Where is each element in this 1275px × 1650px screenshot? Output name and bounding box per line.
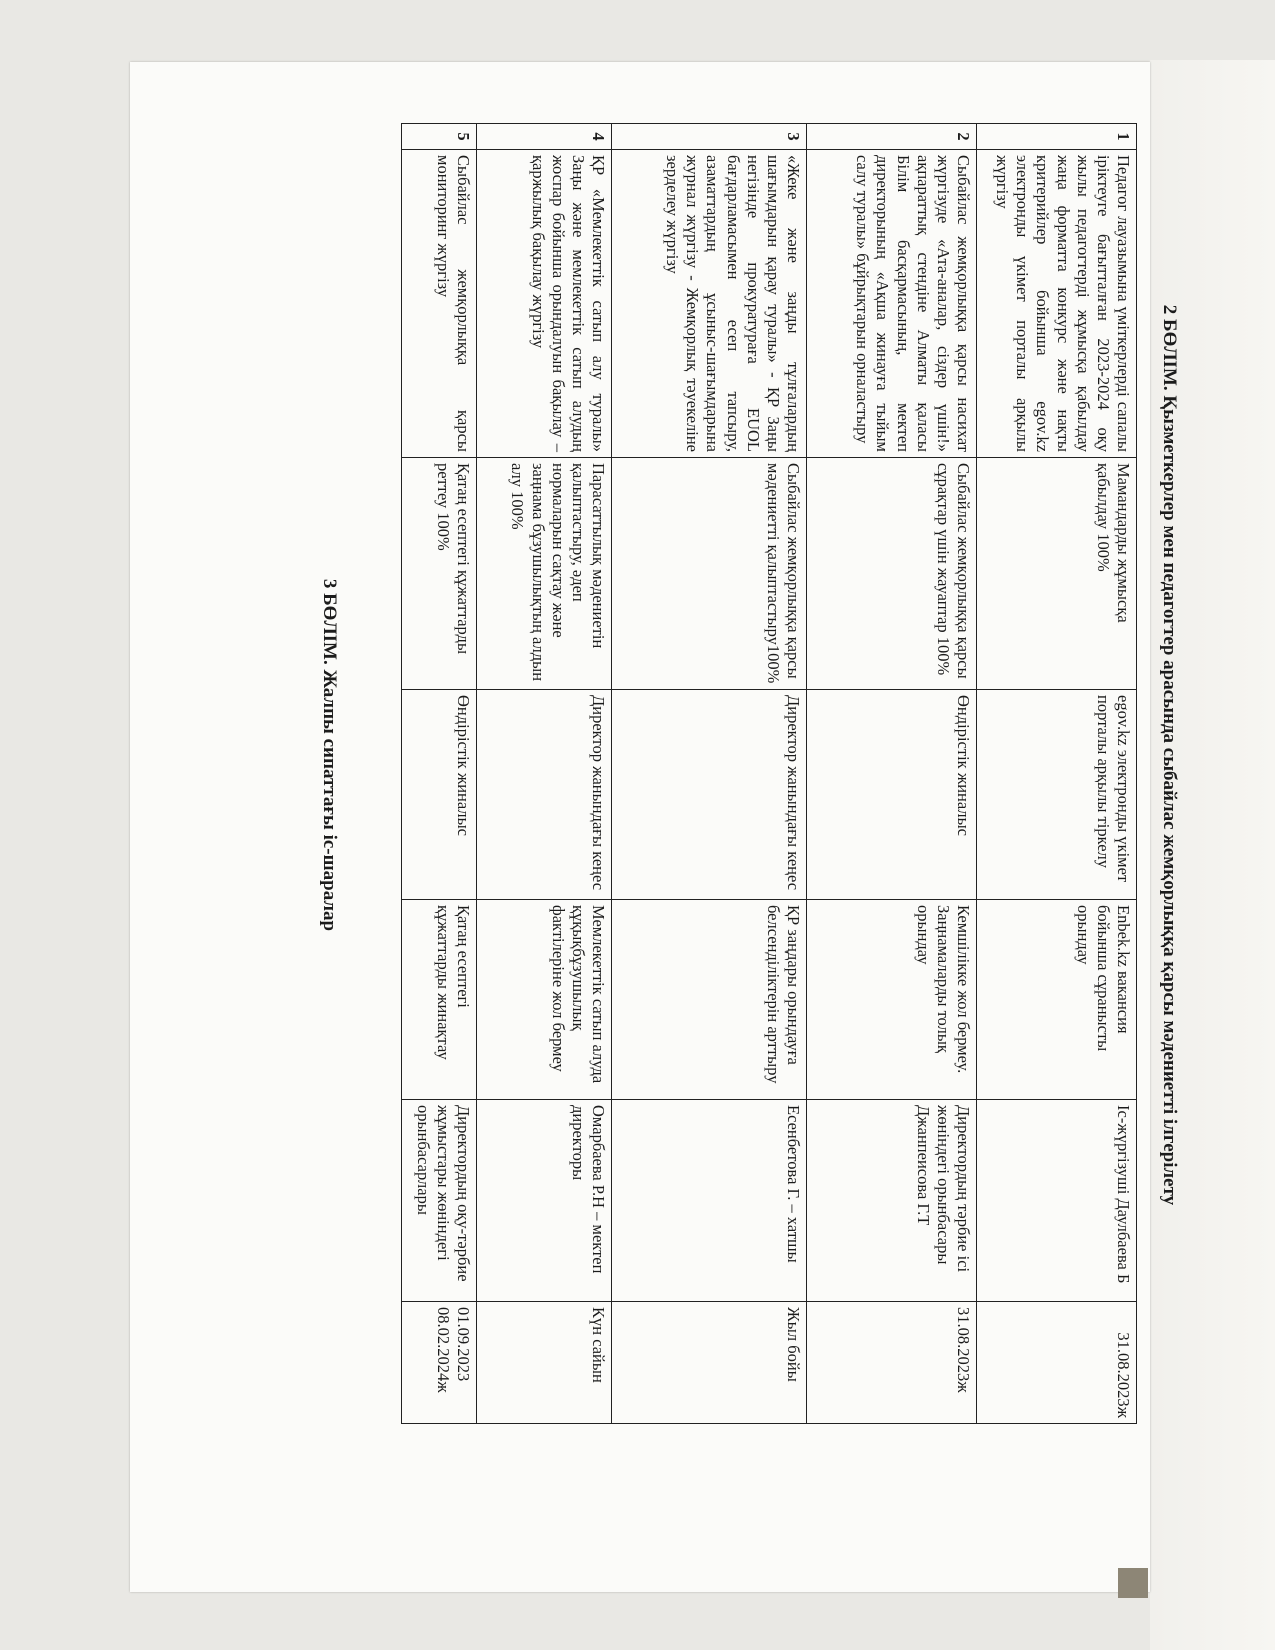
- expected-cell: Enbek.kz вакансия бойынша сұранысты орындау: [977, 900, 1137, 1100]
- form-cell: egov.kz электронды үкімет порталы арқылы тіркелу: [977, 690, 1137, 900]
- row-number: 3: [612, 124, 807, 150]
- deadline-cell: 31.08.2023ж: [977, 1302, 1137, 1424]
- expected-cell: Мемлекеттік сатып алуда құқықбұзушылық фактілеріне жол бермеу: [477, 900, 612, 1100]
- expected-cell: Қатаң есептегі құжаттарды жинақтау: [402, 900, 477, 1100]
- row-number: 2: [807, 124, 977, 150]
- row-number: 4: [477, 124, 612, 150]
- activity-cell: «Жеке және заңды тұлғалардың шағымдарын қарау туралы» - ҚР Заңы негізінде прокуратураға EUOL бағдарламасымен есеп тапсыру, азаматтардың ұсыныс-шағымдарына журнал жүргізу - Жемқорлық тәуекеліне зерделеу жүргізу: [612, 150, 807, 458]
- section-3-title: 3 БӨЛІМ. Жалпы сипаттағы іс-шаралар: [319, 578, 340, 932]
- activity-cell: Сыбайлас жемқорлыққа қарсы мониторинг жүргізу: [402, 150, 477, 458]
- responsible-cell: Іс-жүргізуші Даулбаева Б: [977, 1100, 1137, 1302]
- result-cell: Қатаң есептегі құжаттарды реттеу 100%: [402, 458, 477, 690]
- table-row: [612, 124, 807, 1424]
- expected-cell: ҚР заңдары орындауға белсенділіктерін арттыру: [612, 900, 807, 1100]
- deadline-cell: Күн сайын: [477, 1302, 612, 1424]
- table-row: [977, 124, 1137, 1424]
- section-2-title: 2 БӨЛІМ. Қызметкерлер мен педагогтер арасында сыбайлас жемқорлыққа қарсы мәдениетті ілгерілету: [1159, 304, 1180, 1206]
- responsible-cell: Омарбаева Р.Н – мектеп директоры: [477, 1100, 612, 1302]
- form-cell: Директор жанындағы кеңес: [477, 690, 612, 900]
- row-number: 5: [402, 124, 477, 150]
- result-cell: Сыбайлас жемқорлыққа қарсы мәдениетті қалыптастыру100%: [612, 458, 807, 690]
- result-cell: Парасаттылық мәдениетін қалыптастыру, әдеп нормаларын сақтау және заңнама бұзушылықтың алдын алу 100%: [477, 458, 612, 690]
- result-cell: Мамандарды жұмысқа қабылдау 100%: [977, 458, 1137, 690]
- form-cell: Өндірістік жиналыс: [402, 690, 477, 900]
- activity-cell: Сыбайлас жемқорлыққа қарсы насихат жүргізуде «Ата-аналар, сіздер үшін!» ақпараттық стендіне Алматы қаласы Білім басқармасының, мектеп директорының «Ақша жинауға тыйым салу туралы» бұйрықтарын орналастыру: [807, 150, 977, 458]
- anticorruption-plan-table: [401, 123, 1137, 1424]
- deadline-cell: Жыл бойы: [612, 1302, 807, 1424]
- row-number: 1: [977, 124, 1137, 150]
- responsible-cell: Директордың оқу-тәрбие жұмыстары жөніндегі орынбасарлары: [402, 1100, 477, 1302]
- table-row: [477, 124, 612, 1424]
- table-row: [402, 124, 477, 1424]
- scan-edge-strip: [1118, 1568, 1148, 1598]
- responsible-cell: Директордың тәрбие ісі жөніндегі орынбасары Джанпеисова Г.Т: [807, 1100, 977, 1302]
- activity-cell: ҚР «Мемлекеттік сатып алу туралы» Заңы және мемлекеттік сатып алудың жоспар бойынша орындалуын бақылау – қаржылық бақылау жүргізу: [477, 150, 612, 458]
- responsible-cell: Есенбетова Г. – хатшы: [612, 1100, 807, 1302]
- result-cell: Сыбайлас жемқорлыққа қарсы сұрақтар үшін жауаптар 100%: [807, 458, 977, 690]
- deadline-cell: 01.09.2023 08.02.2024ж: [402, 1302, 477, 1424]
- expected-cell: Кемшілікке жол бермеу. Заңнамаларды толық орындау: [807, 900, 977, 1100]
- rotated-content: [285, 105, 1185, 1465]
- deadline-cell: 31.08.2023ж: [807, 1302, 977, 1424]
- form-cell: Өндірістік жиналыс: [807, 690, 977, 900]
- table-row: [807, 124, 977, 1424]
- form-cell: Директор жанындағы кеңес: [612, 690, 807, 900]
- activity-cell: Педагог лауазымына үміткерлерді сапалы іріктеуге бағытталған 2023-2024 оқу жылы педагогтерді жұмысқа қабылдау жаңа форматта конкурс және нақты критерийлер бойынша egov.kz электронды үкімет порталы арқылы жүргізу: [977, 150, 1137, 458]
